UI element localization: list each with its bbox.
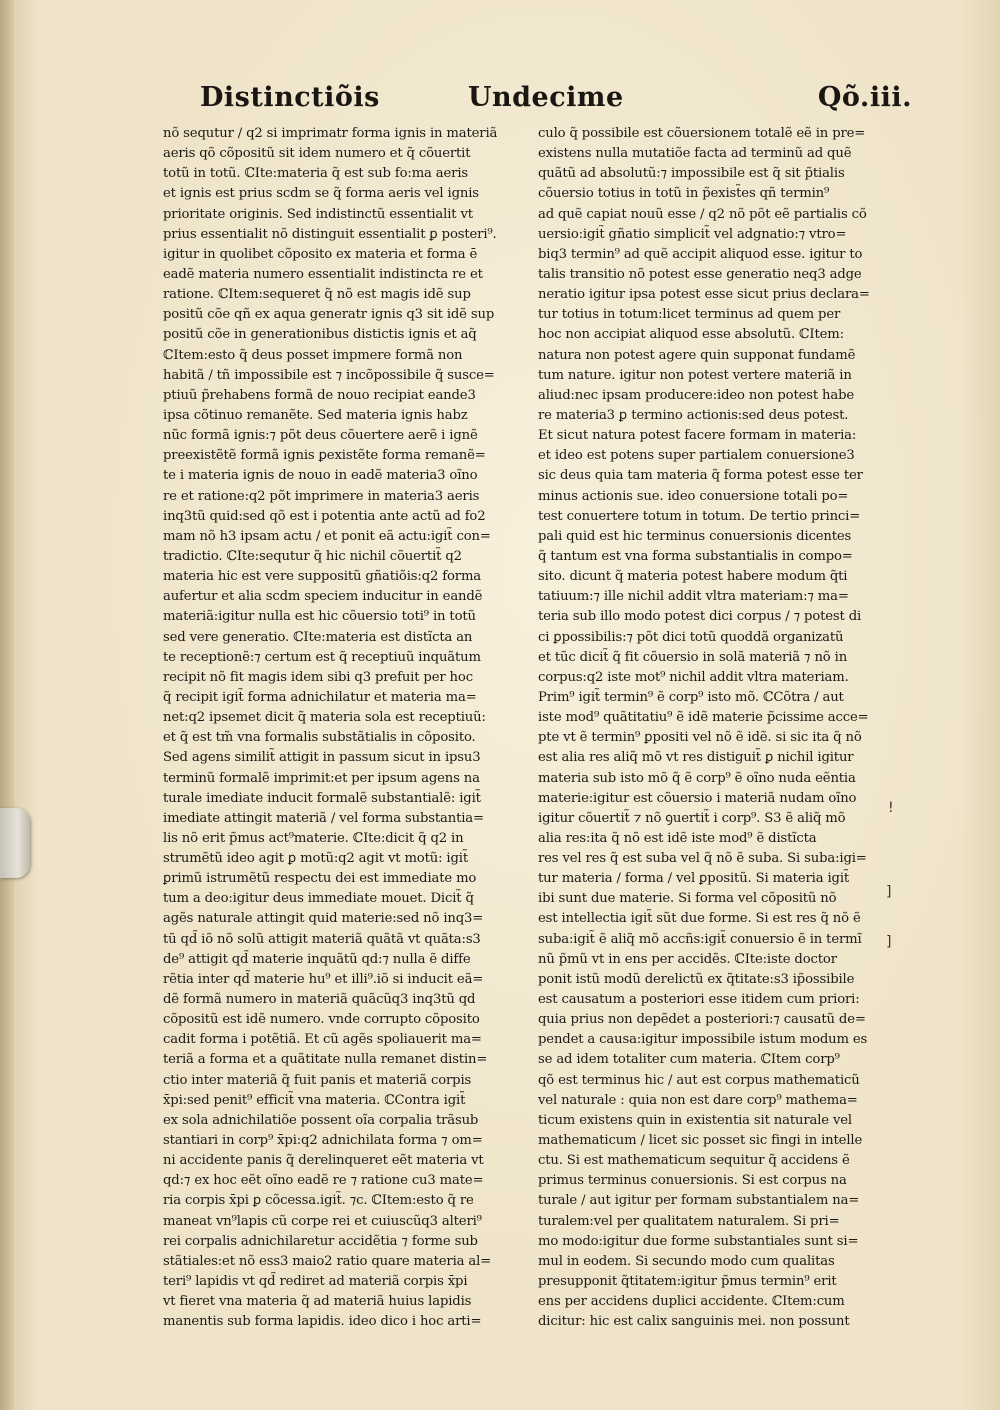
text-line: nũc formã ignis:⁊ põt deus cõuertere aerẽ i ignẽ [163, 428, 478, 444]
text-line: net:q2 ipsemet dicit q̃ materia sola est receptiuũ: [163, 710, 486, 726]
text-line: ctio inter materiã q̃ fuit panis et materiã corpis [163, 1072, 472, 1088]
text-line: ratione. ℂItem:sequeret q̃ nõ est magis idẽ sup [163, 287, 471, 303]
text-line: stãtiales:et nõ ess3 maio2 ratio quare materia al= [163, 1253, 492, 1269]
text-line: igitur cõuertit̃ ⁊ nõ ꝯuertit̃ i corp⁹. S3 ẽ aliq̃ mõ [538, 810, 846, 826]
text-line: presupponit q̃titatem:igitur p̃mus termin⁹ erit [538, 1274, 837, 1290]
text-line: inq3tũ quid:sed qõ est i potentia ante actũ ad fo2 [163, 508, 486, 524]
text-line: turale / aut igitur per formam substantialem na= [538, 1193, 860, 1209]
text-line: ex sola adnichilatiõe possent oĩa corpalia trãsub [163, 1112, 479, 1128]
text-line: tradictio. ℂIte:sequtur q̃ hic nichil cõuertit̃ q2 [163, 548, 462, 564]
header-right: Qõ.iii. [817, 82, 912, 113]
text-line: igitur in quolibet cõposito ex materia et forma ē [163, 246, 478, 262]
text-line: ctu. Si est mathematicum sequitur q̃ accidens ẽ [538, 1153, 850, 1169]
text-line: vel naturale : quia non est dare corp⁹ mathema= [538, 1092, 858, 1108]
text-line: cõuersio totius in totũ in p̃exist̃es qñ termin⁹ [538, 186, 830, 202]
text-line: qd:⁊ ex hoc eẽt oĩno eadẽ re ⁊ ratione cu3 mate= [163, 1173, 484, 1189]
text-line: hoc non accipiat aliquod esse absolutũ. ℂItem: [538, 327, 844, 343]
text-line: tum a deo:igitur deus immediate mouet. Dicit̃ q̃ [163, 891, 474, 907]
text-line: existens nulla mutatiõe facta ad terminũ ad quẽ [538, 146, 852, 162]
text-line: materia hic est vere suppositũ gñatiõis:q2 forma [163, 569, 482, 585]
text-line: mam nõ h3 ipsam actu / et ponit eã actu:igit̃ con= [163, 528, 491, 544]
text-line: recipit nõ fit magis idem sibi q3 prefuit per hoc [163, 669, 473, 685]
text-line: sic deus quia tam materia q̃ forma potest esse ter [538, 468, 863, 484]
text-line: sito. dicunt q̃ materia potest habere modum q̃ti [538, 569, 848, 585]
text-line: minus actionis sue. ideo conuersione totali po= [538, 488, 849, 504]
margin-mark: ! [888, 800, 894, 816]
text-line: stantiari in corp⁹ x̄pi:q2 adnichilata forma ⁊ om= [163, 1133, 483, 1149]
text-line: teria sub illo modo potest dici corpus / ⁊ potest di [538, 609, 862, 625]
text-line: totũ in totũ. ℂIte:materia q̃ est sub fo:ma aeris [163, 166, 469, 182]
text-line: ria corpis x̄pi ꝑ cõcessa.igit̃. ⁊c. ℂItem:esto q̃ re [163, 1193, 474, 1209]
text-line: mathematicum / licet sic posset sic fingi in intelle [538, 1133, 863, 1149]
text-line: ens per accidens duplici accidente. ℂItem:cum [538, 1294, 845, 1310]
text-line: positũ cõe qñ ex aqua generatr ignis q3 sit idẽ sup [163, 307, 495, 323]
text-line: pendet a causa:igitur impossibile istum modum es [538, 1032, 868, 1048]
text-line: rẽtia inter qd̃ materie hu⁹ et illi⁹.iõ si inducit eã= [163, 971, 484, 987]
text-line: te receptionẽ:⁊ certum est q̃ receptiuũ inquãtum [163, 649, 481, 665]
text-line: aeris qõ cõpositũ sit idem numero et q̃ cõuertit [163, 146, 471, 162]
text-line: Et sicut natura potest facere formam in materia: [538, 428, 857, 444]
text-line: dẽ formã numero in materiã quãcũq3 inq3tũ qd [163, 992, 476, 1008]
text-line: ibi sunt due materie. Si forma vel cõpositũ nõ [538, 891, 837, 907]
text-line: neratio igitur ipsa potest esse sicut prius declara= [538, 287, 870, 303]
text-line: pte vt ẽ termin⁹ ꝑpositi vel nõ ẽ idẽ. si sic ita q̃ nõ [538, 730, 862, 746]
text-line: dicitur: hic est calix sanguinis mei. non possunt [538, 1314, 850, 1330]
text-column-left [163, 124, 518, 1332]
text-line: est alia res aliq̃ mõ vt res distiguit̃ ꝑ nichil igitur [538, 750, 854, 766]
text-line: tur materia / forma / vel ꝑpositũ. Si materia igit̃ [538, 871, 850, 887]
text-line: re materia3 ꝑ termino actionis:sed deus potest. [538, 407, 849, 423]
header-center: Undecime [468, 82, 624, 113]
text-line: quãtũ ad absolutũ:⁊ impossibile est q̃ sit p̃tialis [538, 166, 845, 182]
text-line: habitã / tñ impossibile est ⁊ incõpossibile q̃ susce= [163, 367, 495, 383]
margin-mark: ] [886, 934, 892, 950]
running-header [200, 82, 912, 122]
text-line: test conuertere totum in totum. De tertio princi= [538, 508, 861, 524]
text-line: materia sub isto mõ q̃ ẽ corp⁹ ẽ oĩno nuda eẽntia [538, 770, 856, 786]
text-line: de⁹ attigit qd̃ materie inquãtũ qd:⁊ nulla ẽ diffe [163, 951, 471, 967]
text-line: Sed agens similit̃ attigit in passum sicut in ipsu3 [163, 750, 481, 766]
binding-gutter [0, 0, 14, 1410]
margin-mark: ] [886, 884, 892, 900]
text-line: natura non potest agere quin supponat fundamẽ [538, 347, 856, 363]
text-line: x̄pi:sed penit⁹ efficit̃ vna materia. ℂContra igit̃ [163, 1092, 466, 1108]
text-line: res vel res q̃ est suba vel q̃ nõ ẽ suba. Si suba:igi= [538, 851, 867, 867]
text-line: ni accidente panis q̃ derelinqueret eẽt materia vt [163, 1153, 484, 1169]
text-line: ci ꝑpossibilis:⁊ põt dici totũ quoddã organizatũ [538, 629, 844, 645]
text-line: te i materia ignis de nouo in eadẽ materia3 oĩno [163, 468, 478, 484]
text-line: vt fieret vna materia q̃ ad materiã huius lapidis [163, 1294, 472, 1310]
text-line: et ideo est potens super partialem conuersione3 [538, 448, 855, 464]
text-line: q̃ tantum est vna forma substantialis in compo= [538, 548, 853, 564]
text-line: qõ est terminus hic / aut est corpus mathematicũ [538, 1072, 860, 1088]
text-line: nõ sequtur / q2 si imprimatr forma ignis in materiã [163, 126, 498, 141]
text-line: est causatum a posteriori esse itidem cum priori: [538, 992, 860, 1008]
text-line: alia res:ita q̃ nõ est idẽ iste mod⁹ ẽ distĩcta [538, 830, 817, 846]
text-line: teri⁹ lapidis vt qd̃ rediret ad materiã corpis x̄pi [163, 1274, 468, 1290]
text-line: tatiuum:⁊ ille nichil addit vltra materiam:⁊ ma= [538, 589, 849, 605]
text-line: ad quẽ capiat nouũ esse / q2 nõ põt eẽ partialis cõ [538, 206, 867, 222]
text-line: Prim⁹ igit̃ termin⁹ ẽ corp⁹ isto mõ. ℂCõtra / aut [538, 689, 844, 705]
text-line: rei corpalis adnichilaretur accidẽtia ⁊ forme sub [163, 1233, 478, 1249]
text-line: sed vere generatio. ℂIte:materia est distĩcta an [163, 629, 473, 645]
text-line: ticum existens quin in existentia sit naturale vel [538, 1112, 852, 1128]
text-line: est intellectia igit̃ sũt due forme. Si est res q̃ nõ ẽ [538, 911, 861, 927]
text-line: preexistẽtẽ formã ignis ꝑexistẽte forma remanẽ= [163, 448, 486, 464]
text-line: et tũc dicit̃ q̃ fit cõuersio in solã materiã ⁊ nõ in [538, 649, 848, 665]
text-line: ꝑrimũ istrumẽtũ respectu dei est immediate mo [163, 871, 477, 887]
text-line: ponit istũ modũ derelictũ ex q̃titate:s3 ip̃ossibile [538, 971, 855, 987]
text-line: talis transitio nõ potest esse generatio neq3 adge [538, 266, 862, 282]
text-line: turalem:vel per qualitatem naturalem. Si pri= [538, 1213, 840, 1229]
text-line: imediate attingit materiã / vel forma substantia= [163, 810, 484, 826]
text-line: primus terminus conuersionis. Si est corpus na [538, 1173, 847, 1189]
text-line: mo modo:igitur due forme substantiales sunt si= [538, 1233, 859, 1249]
text-line: agẽs naturale attingit quid materie:sed nõ inq3= [163, 911, 484, 927]
text-line: mul in eodem. Si secundo modo cum qualitas [538, 1253, 835, 1269]
text-line: teriã a forma et a quãtitate nulla remanet distin= [163, 1052, 488, 1068]
text-line: corpus:q2 iste mot⁹ nichil addit vltra materiam. [538, 669, 849, 685]
text-line: biq3 termin⁹ ad quẽ accipit aliquod esse. igitur to [538, 246, 863, 262]
text-line: turale imediate inducit formalẽ substantialẽ: igit̃ [163, 790, 481, 806]
text-line: manentis sub forma lapidis. ideo dico i hoc arti= [163, 1314, 482, 1330]
text-line: et q̃ est tm̃ vna formalis substãtialis in cõposito. [163, 730, 476, 746]
text-line: strumẽtũ ideo agit ꝑ motũ:q2 agit vt motũ: igit̃ [163, 851, 468, 867]
text-line: et ignis est prius scdm se q̃ forma aeris vel ignis [163, 186, 479, 202]
text-line: tũ qd̃ iõ nõ solũ attigit materiã quãtã vt quãta:s3 [163, 931, 481, 947]
text-line: materie:igitur est cõuersio i materiã nudam oĩno [538, 790, 857, 806]
text-line: culo q̃ possibile est cõuersionem totalẽ eẽ in pre= [538, 126, 866, 141]
text-line: uersio:igit̃ gñatio simplicit̃ vel adgnatio:⁊ vtro= [538, 226, 847, 242]
text-line: prius essentialit nõ distinguit essentialit ꝑ posteri⁹. [163, 226, 497, 242]
text-line: eadẽ materia numero essentialit indistincta re et [163, 266, 483, 282]
text-line: tur totius in totum:licet terminus ad quem per [538, 307, 841, 323]
text-line: suba:igit̃ ẽ aliq̃ mõ accñs:igit̃ conuersio ẽ in termĩ [538, 931, 862, 947]
text-line: q̃ recipit igit̃ forma adnichilatur et materia ma= [163, 689, 477, 705]
text-line: ipsa cõtinuo remanẽte. Sed materia ignis habz [163, 407, 468, 423]
text-line: positũ cõe in generationibus distictis ignis et aq̃ [163, 327, 477, 343]
text-line: aufertur et alia scdm speciem inducitur in eandẽ [163, 589, 483, 605]
text-line: se ad idem totaliter cum materia. ℂItem corp⁹ [538, 1052, 840, 1068]
text-line: ℂItem:esto q̃ deus posset impmere formã non [163, 347, 463, 363]
text-line: terminũ formalẽ imprimit:et per ipsum agens na [163, 770, 480, 786]
text-line: nũ p̃mũ vt in ens per accidẽs. ℂIte:iste doctor [538, 951, 837, 967]
text-column-right [538, 124, 893, 1332]
text-line: prioritate originis. Sed indistinctũ essentialit vt [163, 206, 473, 222]
text-line: re et ratione:q2 põt imprimere in materia3 aeris [163, 488, 480, 504]
text-line: maneat vn⁹lapis cũ corpe rei et cuiuscũq3 alteri⁹ [163, 1213, 482, 1229]
text-line: cadit forma i potẽtiã. Et cũ agẽs spoliauerit ma= [163, 1032, 482, 1048]
text-line: quia prius non depẽdet a posteriori:⁊ causatũ de= [538, 1012, 866, 1028]
text-line: materiã:igitur nulla est hic cõuersio toti⁹ in totũ [163, 609, 476, 625]
header-left: Distinctiõis [200, 82, 380, 113]
text-line: pali quid est hic terminus conuersionis dicentes [538, 528, 852, 544]
text-line: iste mod⁹ quãtitatiu⁹ ẽ idẽ materie p̃cissime acce= [538, 710, 869, 726]
text-line: cõpositũ est idẽ numero. vnde corrupto cõposito [163, 1012, 480, 1028]
text-line: aliud:nec ipsam producere:ideo non potest habe [538, 387, 855, 403]
page-clip [0, 808, 30, 878]
text-line: tum nature. igitur non potest vertere materiã in [538, 367, 852, 383]
text-line: lis nõ erit p̃mus act⁹materie. ℂIte:dicit q̃ q2 in [163, 830, 464, 846]
text-line: ptiuũ p̃rehabens formã de nouo recipiat eande3 [163, 387, 476, 403]
